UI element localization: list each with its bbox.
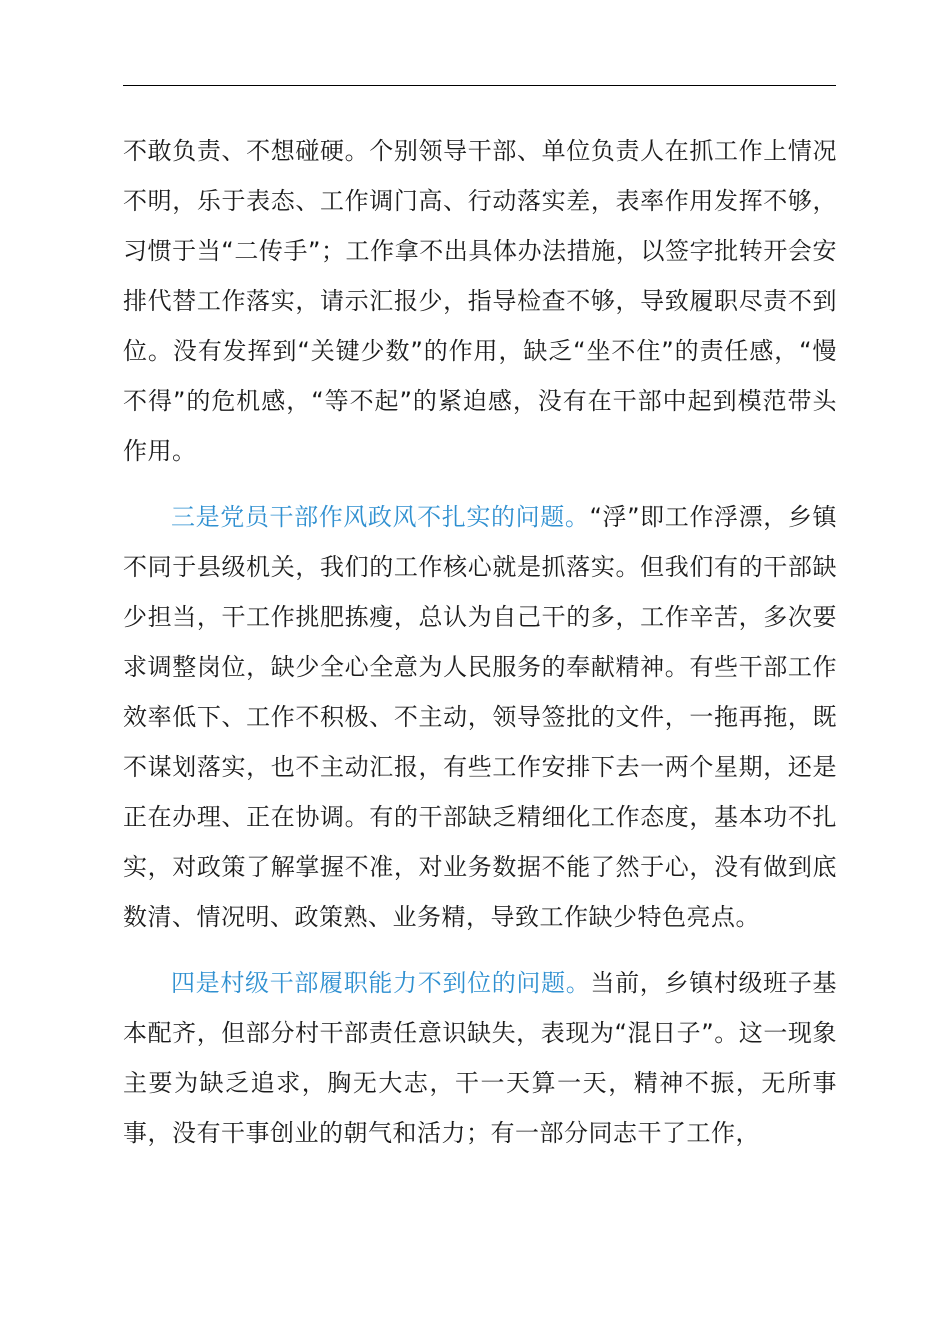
document-body bbox=[123, 126, 837, 1158]
paragraph-3-heading: 四是村级干部履职能力不到位的问题。 bbox=[171, 969, 591, 997]
paragraph-3 bbox=[123, 958, 837, 1158]
paragraph-1-text: 不敢负责、不想碰硬。个别领导干部、单位负责人在抓工作上情况不明，乐于表态、工作调门高、行动落实差，表率作用发挥不够，习惯于当“二传手”；工作拿不出具体办法措施，以签字批转开会安排代替工作落实，请示汇报少，指导检查不够，导致履职尽责不到位。没有发挥到“关键少数”的作用，缺乏“坐不住”的责任感，“慢不得”的危机感，“等不起”的紧迫感，没有在干部中起到模范带头作用。 bbox=[123, 137, 837, 465]
paragraph-2-text: “浮”即工作浮漂，乡镇不同于县级机关，我们的工作核心就是抓落实。但我们有的干部缺少担当，干工作挑肥拣瘦，总认为自己干的多，工作辛苦，多次要求调整岗位，缺少全心全意为人民服务的奉献精神。有些干部工作效率低下、工作不积极、不主动，领导签批的文件，一拖再拖，既不谋划落实，也不主动汇报，有些工作安排下去一两个星期，还是正在办理、正在协调。有的干部缺乏精细化工作态度，基本功不扎实，对政策了解掌握不准，对业务数据不能了然于心，没有做到底数清、情况明、政策熟、业务精，导致工作缺少特色亮点。 bbox=[123, 503, 837, 931]
paragraph-2 bbox=[123, 492, 837, 942]
paragraph-2-heading: 三是党员干部作风政风不扎实的问题。 bbox=[171, 503, 590, 531]
header-rule bbox=[123, 85, 836, 86]
paragraph-1 bbox=[123, 126, 837, 476]
paragraph-3-text: 当前，乡镇村级班子基本配齐，但部分村干部责任意识缺失，表现为“混日子”。这一现象主要为缺乏追求，胸无大志，干一天算一天，精神不振，无所事事，没有干事创业的朝气和活力；有一部分同志干了工作， bbox=[123, 969, 838, 1147]
